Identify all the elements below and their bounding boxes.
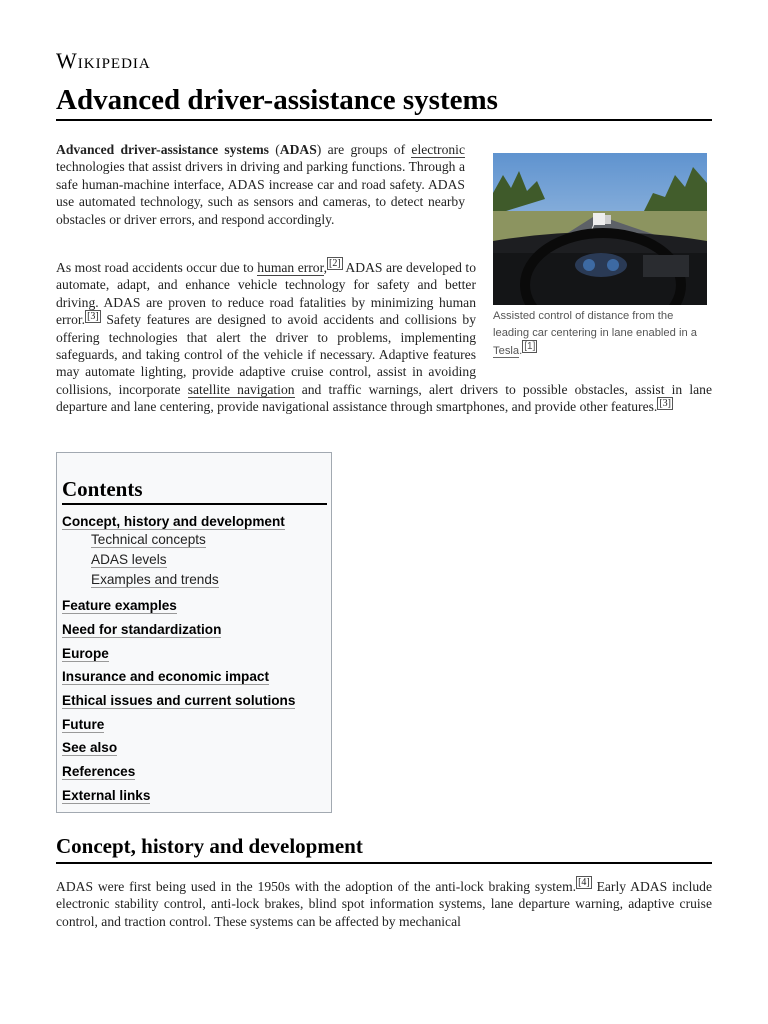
para2-text-5: and traffic warnings, alert drivers to possible obstacles, assist in lane departure and lane centering, provide navigational assistance through smartphones, and provide other features. [56, 381, 713, 415]
lead-paragraph [56, 141, 465, 228]
lead-term: Advanced driver-assistance systems [56, 142, 269, 157]
toc-item[interactable] [62, 787, 150, 805]
toc-item[interactable] [62, 621, 221, 639]
citation-ref[interactable] [85, 310, 101, 323]
toc-item-label[interactable]: Future [62, 717, 105, 732]
figure-float-spacer [476, 259, 712, 373]
toc-item-label[interactable]: Insurance and economic impact [62, 669, 269, 684]
caption-ref-label[interactable]: [1] [524, 341, 536, 353]
toc-item[interactable] [62, 692, 295, 710]
citation-ref-label[interactable]: [3] [87, 310, 99, 322]
toc-item[interactable] [91, 551, 167, 569]
link-satellite-navigation[interactable]: satellite navigation [187, 381, 295, 397]
citation-ref[interactable] [657, 397, 673, 410]
lead-paren: ( [268, 142, 280, 157]
toc-item-label[interactable]: Europe [62, 646, 109, 661]
link-electronic[interactable]: electronic [411, 142, 465, 157]
section-text-1: ADAS were first being used in the 1950s with the adoption of the anti-lock braking system. [56, 879, 577, 894]
para2-text-4: Safety features are designed to avoid accidents and collisions by offering technologies that alert the driver to problems, implementing safeguards, and taking control of the vehicle if necessary. Adaptive features may automate lighting, provide adaptive cruise control, assist in avoiding collisions, incorporate [56, 312, 476, 397]
link-human-error[interactable]: human error [257, 260, 324, 275]
caption-end: . [519, 344, 523, 357]
table-of-contents [56, 452, 332, 813]
link-tesla[interactable]: Tesla [493, 344, 520, 357]
toc-item-label[interactable]: Examples and trends [91, 572, 219, 587]
toc-item[interactable] [62, 739, 117, 757]
toc-item[interactable] [91, 571, 219, 589]
lead-text-2: technologies that assist drivers in driving and parking functions. Through a safe human-machine interface, ADAS increase car and road safety. ADAS use automated technology, such as sensors and cameras, to detect nearby obstacles or driver errors, and respond accordingly. [56, 159, 465, 227]
para2-text-2: , [323, 260, 327, 275]
toc-item-label[interactable]: ADAS levels [91, 552, 167, 567]
toc-item-label[interactable]: Ethical issues and current solutions [62, 693, 296, 708]
body-paragraph-2 [56, 259, 712, 416]
toc-item-label[interactable]: Feature examples [62, 598, 177, 613]
toc-item[interactable] [62, 597, 177, 615]
wikipedia-wordmark[interactable]: Wikipedia [56, 48, 151, 73]
toc-item-label[interactable]: Technical concepts [91, 532, 206, 547]
lead-abbr: ADAS [279, 142, 317, 157]
toc-item[interactable] [62, 513, 285, 531]
caption-text: Assisted control of distance from the leading car centering in lane enabled in a [493, 310, 698, 340]
toc-item[interactable] [62, 716, 104, 734]
citation-ref-label[interactable]: [2] [329, 258, 341, 270]
toc-item-label[interactable]: See also [62, 740, 118, 755]
para2-text-1: As most road accidents occur due to [56, 260, 258, 275]
citation-ref[interactable] [576, 876, 592, 889]
section-paragraph [56, 878, 712, 930]
toc-item-label[interactable]: External links [62, 788, 151, 803]
section-heading: Concept, history and development [56, 834, 712, 864]
para2-text-3: ADAS are developed to automate, adapt, and enhance vehicle technology for safety and better driving. ADAS are proven to reduce road fatalities by minimizing human error. [56, 260, 476, 328]
toc-item[interactable] [62, 668, 269, 686]
lead-text-1: ) are groups of [316, 142, 412, 157]
toc-item[interactable] [62, 763, 135, 781]
toc-item-label[interactable]: Concept, history and development [62, 514, 285, 529]
page-title: Advanced driver-assistance systems [56, 84, 712, 121]
toc-item[interactable] [91, 531, 206, 549]
toc-item[interactable] [62, 645, 109, 663]
section-text-2: Early ADAS include electronic stability control, anti-lock brakes, blind spot information systems, lane departure warning, adaptive cruise control, and traction control. These systems can be affected by mechanical [56, 879, 712, 929]
citation-ref[interactable] [327, 257, 343, 270]
toc-item-label[interactable]: References [62, 764, 136, 779]
citation-ref-label[interactable]: [3] [659, 397, 671, 409]
toc-title: Contents [62, 477, 327, 505]
citation-ref-label[interactable]: [4] [578, 877, 590, 889]
toc-item-label[interactable]: Need for standardization [62, 622, 222, 637]
